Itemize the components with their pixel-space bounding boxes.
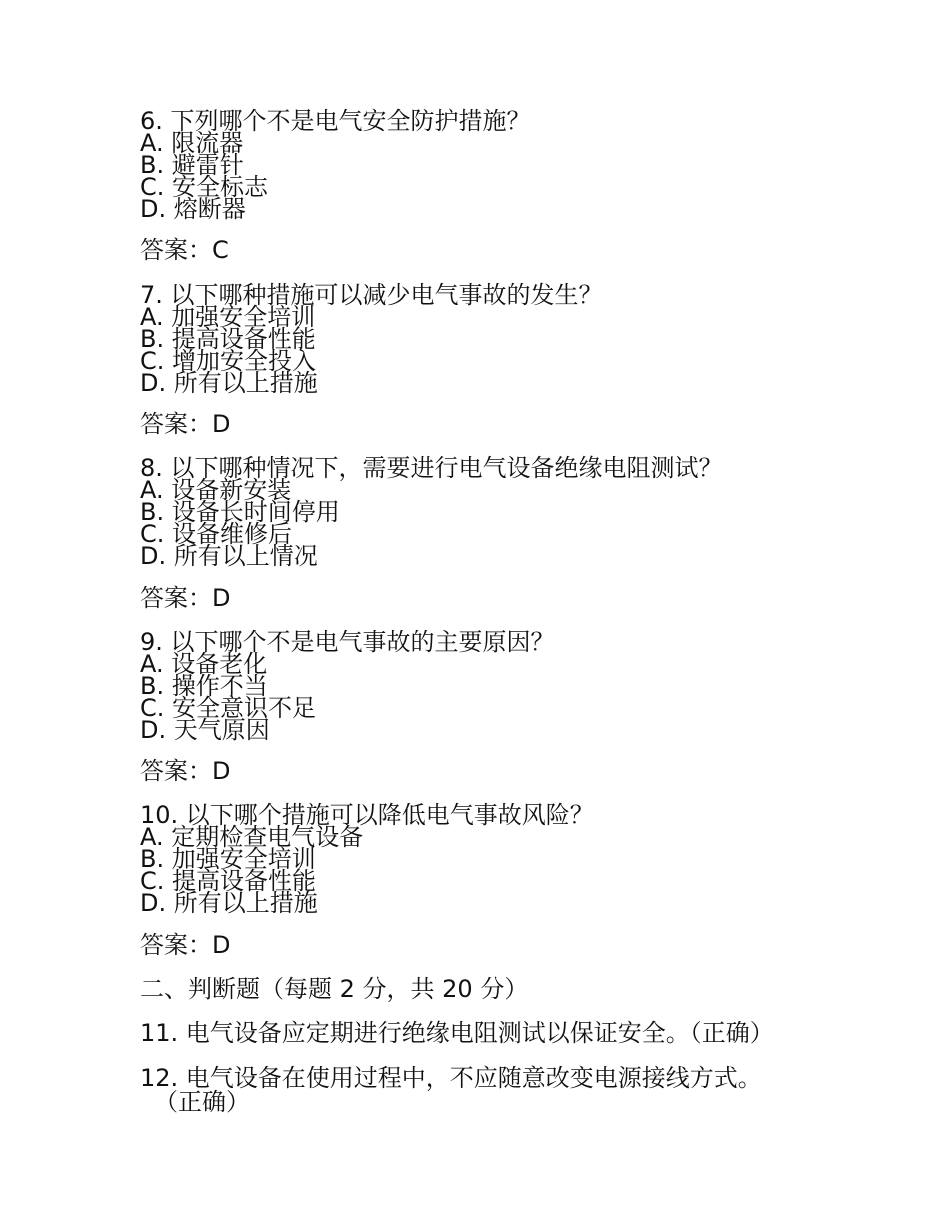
option-c: C. 提高设备性能	[140, 867, 317, 895]
answer-8: 答案：D	[140, 584, 231, 612]
option-d: D. 所有以上措施	[140, 889, 318, 917]
option-c: C. 安全意识不足	[140, 694, 317, 722]
option-a: A. 限流器	[140, 129, 244, 157]
true-false-item-11: 11. 电气设备应定期进行绝缘电阻测试以保证安全。（正确）	[140, 1019, 774, 1047]
question-6	[140, 107, 840, 223]
question-title: 7. 以下哪种措施可以减少电气事故的发生？	[140, 281, 603, 309]
question-title: 8. 以下哪种情况下，需要进行电气设备绝缘电阻测试？	[140, 454, 723, 482]
question-title: 9. 以下哪个不是电气事故的主要原因？	[140, 628, 555, 656]
question-9	[140, 628, 840, 744]
option-b: B. 加强安全培训	[140, 845, 316, 873]
option-a: A. 设备老化	[140, 650, 268, 678]
question-10	[140, 801, 840, 917]
true-false-item-12	[140, 1066, 840, 1114]
option-a: A. 设备新安装	[140, 476, 292, 504]
answer-6: 答案：C	[140, 236, 229, 264]
option-d: D. 天气原因	[140, 716, 270, 744]
option-b: B. 设备长时间停用	[140, 498, 340, 526]
answer-9: 答案：D	[140, 757, 231, 785]
option-b: B. 提高设备性能	[140, 325, 316, 353]
option-c: C. 设备维修后	[140, 520, 293, 548]
question-title: 10. 以下哪个措施可以降低电气事故风险？	[140, 801, 594, 829]
question-title: 6. 下列哪个不是电气安全防护措施？	[140, 107, 531, 135]
option-c: C. 增加安全投入	[140, 347, 317, 375]
option-a: A. 加强安全培训	[140, 303, 316, 331]
question-7	[140, 281, 840, 397]
option-a: A. 定期检查电气设备	[140, 823, 364, 851]
item-text: 12. 电气设备在使用过程中，不应随意改变电源接线方式。	[140, 1064, 762, 1092]
question-8	[140, 454, 840, 570]
answer-7: 答案：D	[140, 410, 231, 438]
option-b: B. 操作不当	[140, 672, 268, 700]
option-b: B. 避雷针	[140, 151, 244, 179]
option-d: D. 熔断器	[140, 195, 246, 223]
option-d: D. 所有以上措施	[140, 369, 318, 397]
item-result: （正确）	[154, 1088, 250, 1116]
section-heading: 二、判断题（每题 2 分，共 20 分）	[140, 975, 529, 1003]
option-d: D. 所有以上情况	[140, 542, 318, 570]
option-c: C. 安全标志	[140, 173, 269, 201]
answer-10: 答案：D	[140, 931, 231, 959]
